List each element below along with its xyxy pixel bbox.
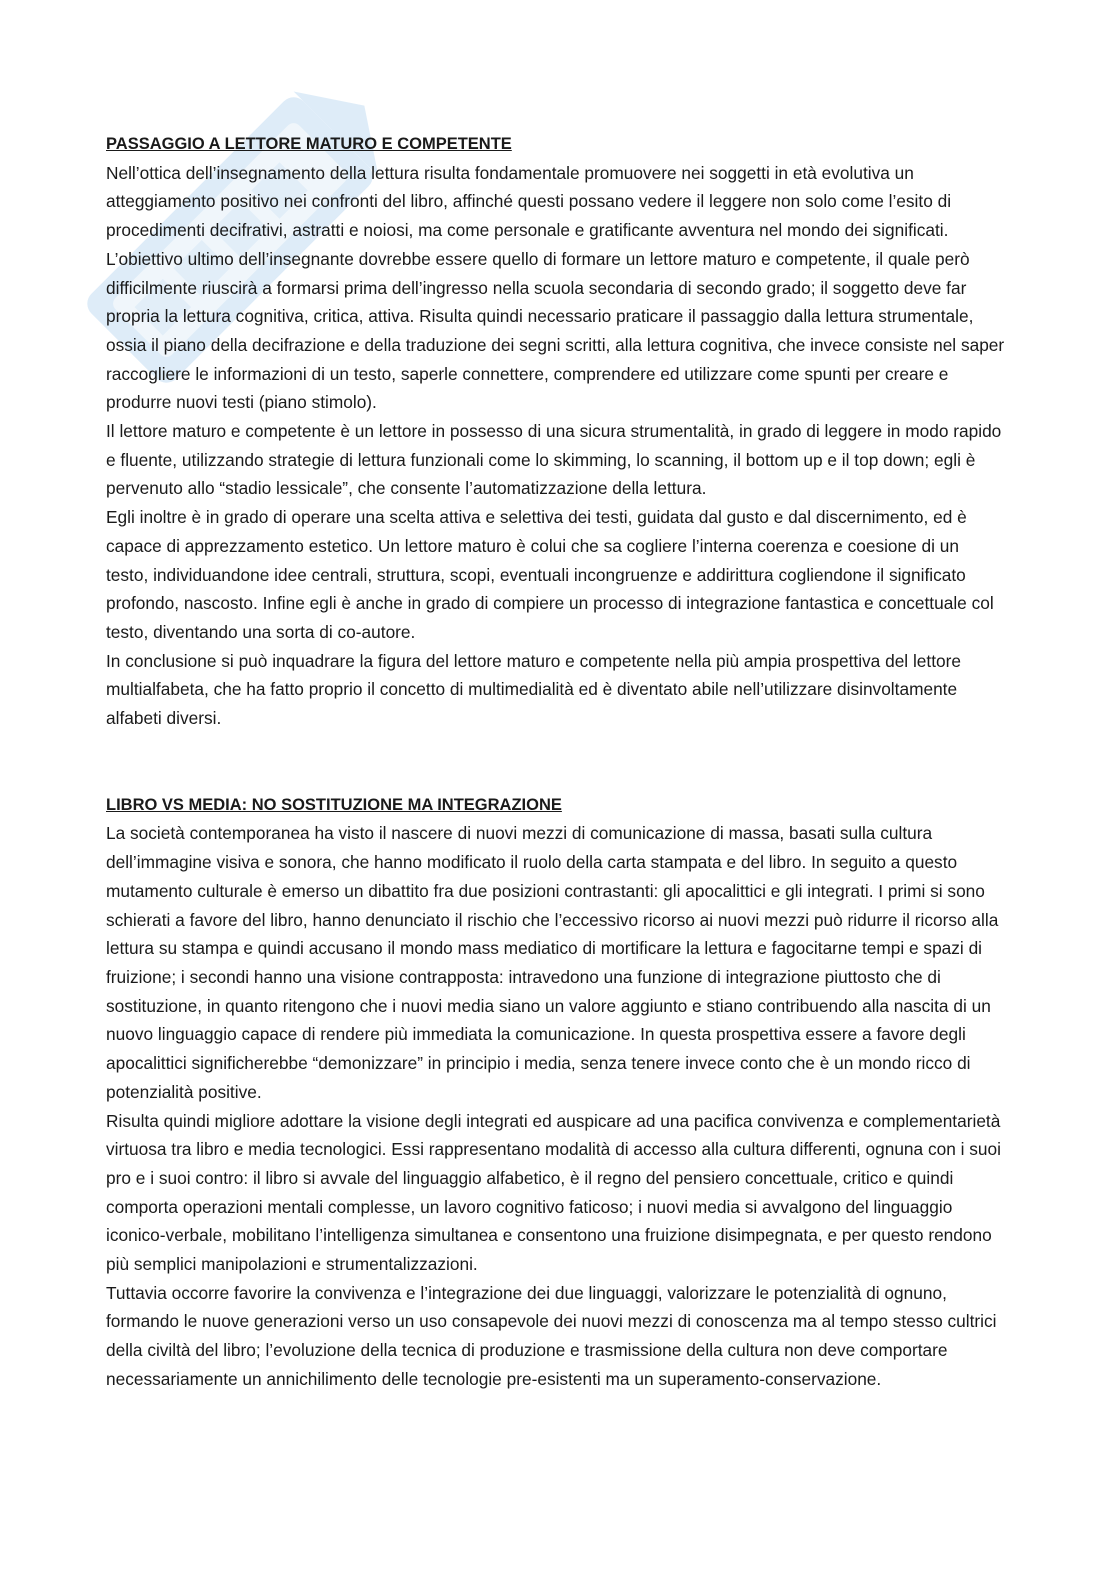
section-1-paragraph: Egli inoltre è in grado di operare una scelta attiva e selettiva dei testi, guidata dal gusto e dal discernimento, ed è capace di apprezzamento estetico. Un lettore maturo è colui che sa cogliere l’interna coerenza e coesione di un testo, individuandone idee centrali, struttura, scopi, eventuali incongruenze e addirittura cogliendone il significato profondo, nascosto. Infine egli è anche in grado di compiere un processo di integrazione fantastica e concettuale col testo, diventando una sorta di co-autore. (106, 507, 994, 642)
section-libro-vs-media (106, 791, 1006, 1394)
section-2-paragraph: La società contemporanea ha visto il nascere di nuovi mezzi di comunicazione di massa, basati sulla cultura dell’immagine visiva e sonora, che hanno modificato il ruolo della carta stampata e del libro. In seguito a questo mutamento culturale è emerso un dibattito fra due posizioni contrastanti: gli apocalittici e gli integrati. I primi si sono schierati a favore del libro, hanno denunciato il rischio che l’eccessivo ricorso ai nuovi mezzi può ridurre il ricorso alla lettura su stampa e quindi accusano il mondo mass mediatico di mortificare la lettura e fagocitarne tempi e spazi di fruizione; i secondi hanno una visione contrapposta: intravedono una funzione di integrazione piuttosto che di sostituzione, in quanto ritengono che i nuovi media siano un valore aggiunto e stiano contribuendo alla nascita di un nuovo linguaggio capace di rendere più immediata la comunicazione. In questa prospettiva essere a favore degli apocalittici significherebbe “demonizzare” in principio i media, senza tenere invece conto che è un mondo ricco di potenzialità positive. (106, 823, 999, 1102)
section-1-heading: PASSAGGIO A LETTORE MATURO E COMPETENTE (106, 135, 512, 153)
section-1-paragraph: Il lettore maturo e competente è un lettore in possesso di una sicura strumentalità, in grado di leggere in modo rapido e fluente, utilizzando strategie di lettura funzionali come lo skimming, lo scanning, il bottom up e il top down; egli è pervenuto allo “stadio lessicale”, che consente l’automatizzazione della lettura. (106, 421, 1002, 499)
section-spacer (106, 733, 1006, 791)
document-content (106, 130, 1006, 1394)
section-2-paragraph: Risulta quindi migliore adottare la visione degli integrati ed auspicare ad una pacifica convivenza e complementarietà virtuosa tra libro e media tecnologici. Essi rappresentano modalità di accesso alla cultura differenti, ognuna con i suoi pro e i suoi contro: il libro si avvale del linguaggio alfabetico, è il regno del pensiero concettuale, critico e quindi comporta operazioni mentali complesse, un lavoro cognitivo faticoso; i nuovi media si avvalgono del linguaggio iconico-verbale, mobilitano l’intelligenza simultanea e consentono una fruizione disimpegnata, e per questo rendono più semplici manipolazioni e strumentalizzazioni. (106, 1110, 1001, 1275)
section-2-paragraph: Tuttavia occorre favorire la convivenza e l’integrazione dei due linguaggi, valorizzare le potenzialità di ognuno, formando le nuove generazioni verso un uso consapevole dei nuovi mezzi di conoscenza ma al tempo stesso cultrici della civiltà del libro; l’evoluzione della tecnica di produzione e trasmissione della cultura non deve comportare necessariamente un annichilimento delle tecnologie pre-esistenti ma un superamento-conservazione. (106, 1282, 997, 1389)
section-1-paragraph: In conclusione si può inquadrare la figura del lettore maturo e competente nella più ampia prospettiva del lettore multialfabeta, che ha fatto proprio il concetto di multimedialità ed è diventato abile nell’utilizzare disinvoltamente alfabeti diversi. (106, 650, 961, 729)
section-lettore-maturo (106, 130, 1006, 733)
section-2-heading: LIBRO VS MEDIA: NO SOSTITUZIONE MA INTEGRAZIONE (106, 795, 562, 814)
section-1-paragraph: Nell’ottica dell’insegnamento della lettura risulta fondamentale promuovere nei soggetti in età evolutiva un atteggiamento positivo nei confronti del libro, affinché questi possano vedere il leggere non solo come l’esito di procedimenti decifrativi, astratti e noiosi, ma come personale e gratificante avventura nel mondo dei significati. L’obiettivo ultimo dell’insegnante dovrebbe essere quello di formare un lettore maturo e competente, il quale però difficilmente riuscirà a formarsi prima dell’ingresso nella scuola secondaria di secondo grado; il soggetto deve far propria la lettura cognitiva, critica, attiva. Risulta quindi necessario praticare il passaggio dalla lettura strumentale, ossia il piano della decifrazione e della traduzione dei segni scritti, alla lettura cognitiva, che invece consiste nel saper raccogliere le informazioni di un testo, saperle connettere, comprendere ed utilizzare come spunti per creare e produrre nuovi testi (piano stimolo). (106, 162, 1005, 413)
